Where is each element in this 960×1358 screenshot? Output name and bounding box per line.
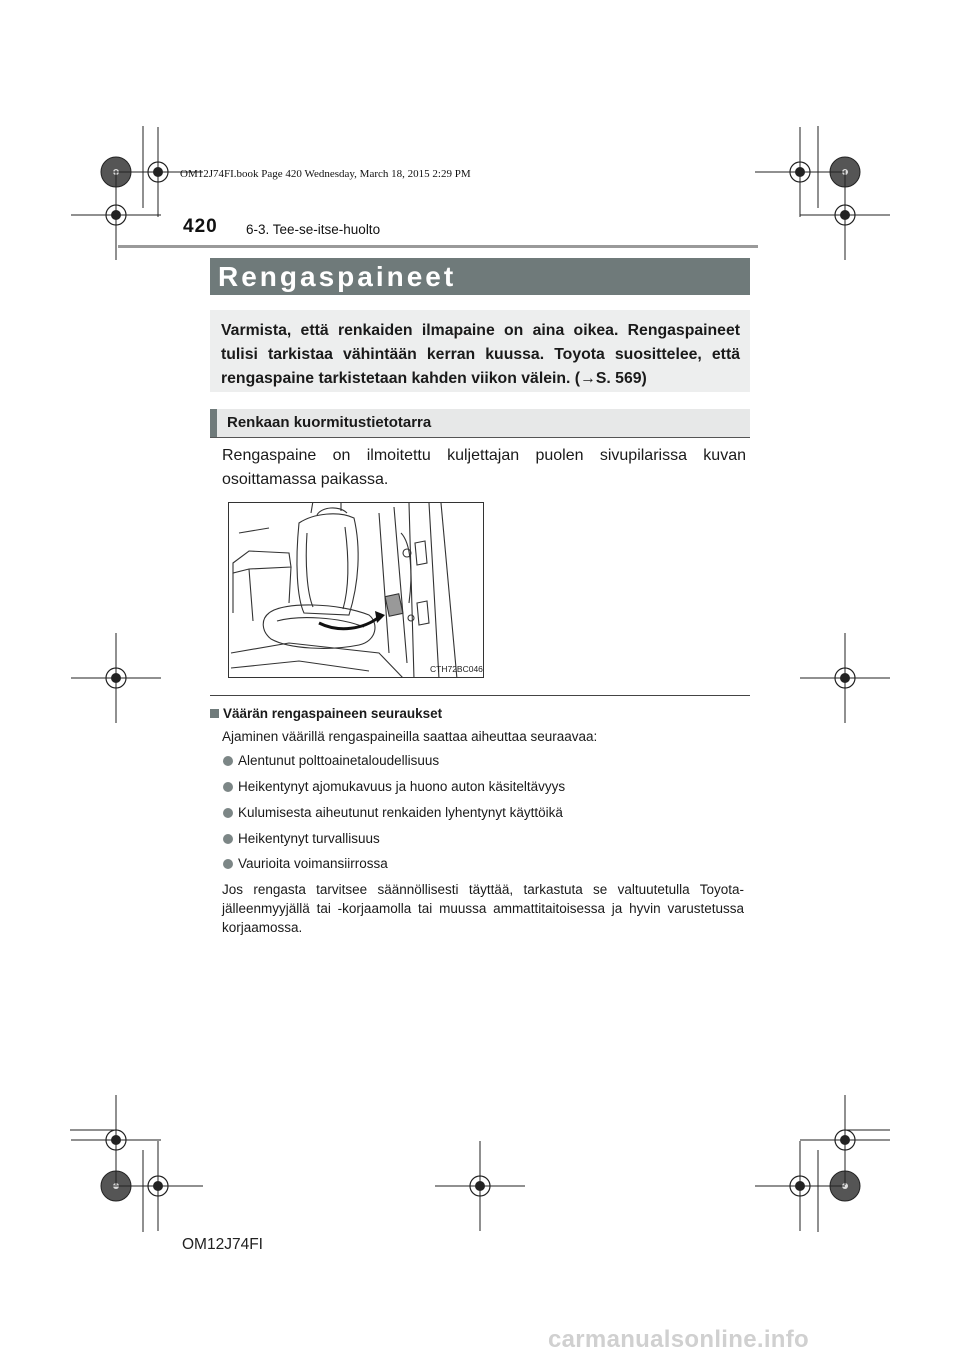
- consequences-lead: Ajaminen väärillä rengaspaineilla saattaa aiheuttaa seuraavaa:: [222, 729, 598, 744]
- subsection-title: Renkaan kuormitustietotarra: [210, 409, 750, 437]
- list-item: [223, 805, 563, 820]
- list-item-text: Alentunut polttoainetaloudellisuus: [238, 753, 440, 768]
- section-rule: [210, 695, 750, 696]
- list-item: [223, 856, 388, 871]
- list-item-text: Heikentynyt ajomukavuus ja huono auton käsiteltävyys: [238, 779, 566, 794]
- header-rule: [118, 245, 758, 248]
- list-item-text: Vaurioita voimansiirrossa: [238, 856, 388, 871]
- subsection-body: Rengaspaine on ilmoitettu kuljettajan puolen sivupilarissa kuvan osoittamassa paikassa.: [222, 447, 746, 488]
- list-item: [223, 753, 439, 768]
- figure-code: CTH72BC046: [430, 664, 483, 674]
- page-number: 420: [183, 216, 218, 237]
- closing-paragraph: Jos rengasta tarvitsee säännöllisesti täyttää, tarkastuta se valtuutetulla Toyota-jälleenmyyjällä tai -korjaamolla tai muussa ammattitaitoisessa ja hyvin varustetussa korjaamossa.: [222, 882, 744, 935]
- consequences-heading: [210, 706, 442, 721]
- intro-text: Varmista, että renkaiden ilmapaine on aina oikea. Rengaspaineet tulisi tarkistaa vähintään kerran kuussa. Toyota suosittelee, että rengaspaine tarkistetaan kahden viikon välein. (→S. 569): [221, 322, 740, 387]
- book-info: OM12J74FI.book Page 420 Wednesday, March 18, 2015 2:29 PM: [180, 168, 471, 180]
- watermark: carmanualsonline.info: [548, 1326, 810, 1353]
- bullet-icon: [223, 808, 233, 818]
- square-bullet-icon: [210, 709, 219, 718]
- seat-illustration: [228, 502, 484, 678]
- intro-box: [210, 310, 750, 392]
- subsection-rule: [210, 437, 750, 438]
- list-item-text: Heikentynyt turvallisuus: [238, 831, 380, 846]
- section-title: 6-3. Tee-se-itse-huolto: [246, 222, 381, 237]
- footer-code: OM12J74FI: [182, 1236, 263, 1253]
- list-item-text: Kulumisesta aiheutunut renkaiden lyhentynyt käyttöikä: [238, 805, 563, 820]
- list-item: [223, 831, 380, 846]
- page-title: Rengaspaineet: [210, 258, 750, 295]
- bullet-icon: [223, 834, 233, 844]
- bullet-icon: [223, 859, 233, 869]
- list-item: [223, 779, 565, 794]
- bullet-icon: [223, 756, 233, 766]
- consequences-heading-text: Väärän rengaspaineen seuraukset: [223, 706, 443, 721]
- bullet-icon: [223, 782, 233, 792]
